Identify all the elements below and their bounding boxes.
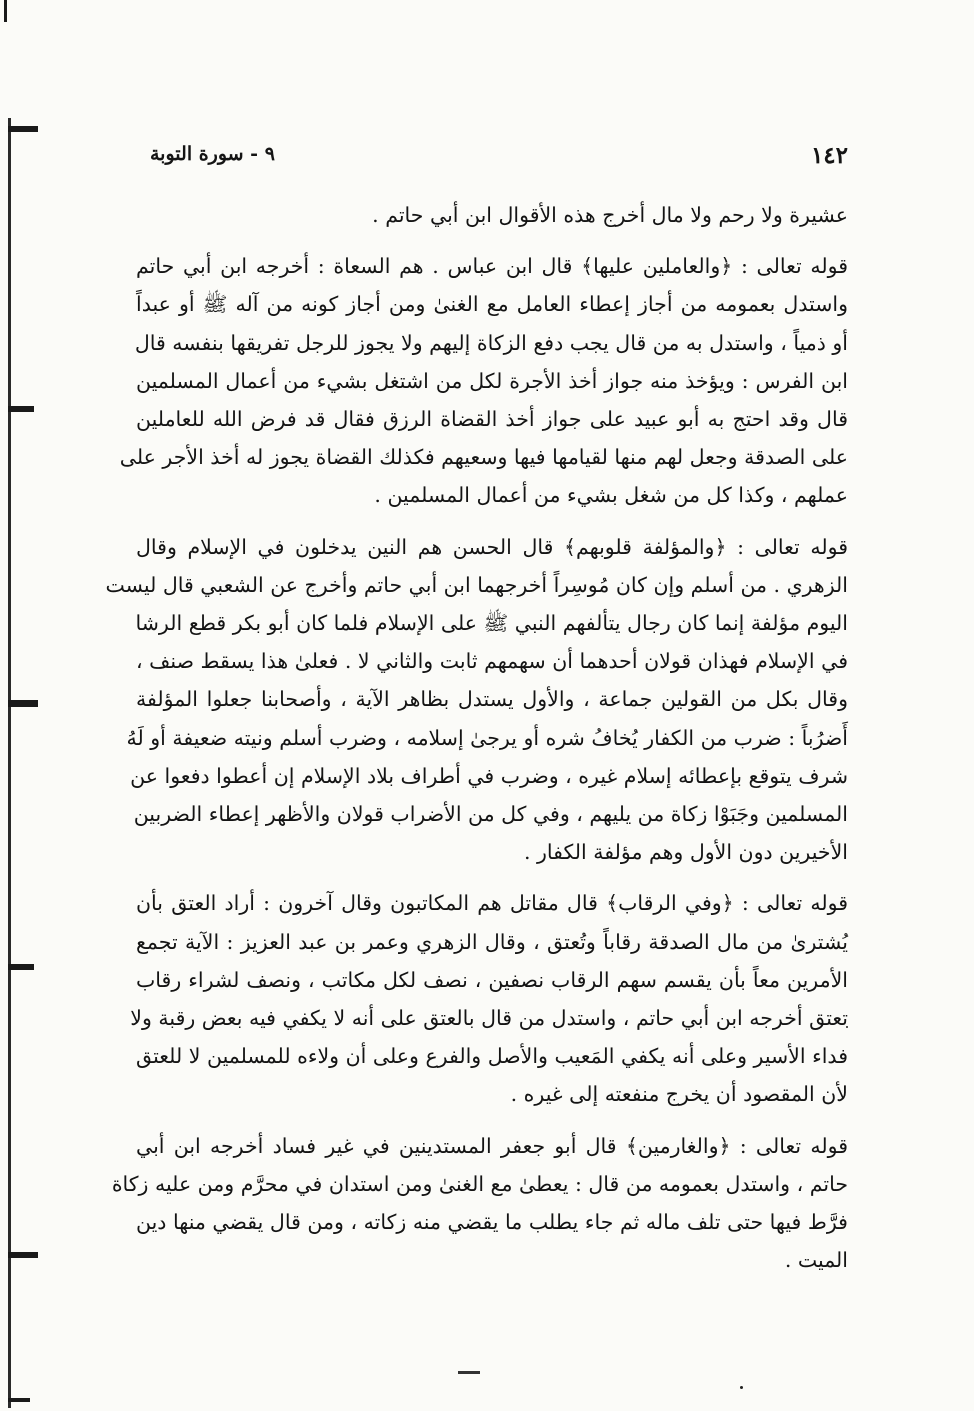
text-line: قوله تعالى : ﴿والعاملين عليها﴾ قال ابن عباس . هم السعاة : أخرجه ابن أبي حاتم: [136, 254, 848, 279]
paragraph: [119, 247, 848, 514]
scan-edge-mark: [4, 0, 7, 22]
scan-edge-mark: [8, 964, 34, 970]
text-line: واستدل بعمومه من أجاز إعطاء العامل مع الغنىٰ ومن أجاز كونه من آله ﷺ أو عبداً: [136, 292, 848, 317]
footer-dash: [458, 1371, 480, 1374]
text-line: ابن الفرس : ويؤخذ منه جواز أخذ الأجرة لكل من اشتغل بشيء من أعمال المسلمين: [136, 368, 848, 393]
text-line: تعتق أخرجه ابن أبي حاتم ، واستدل من قال بالعتق على أنه لا يكفي فيه بعض رقبة ولا: [130, 1006, 848, 1031]
book-page: [105, 138, 848, 1288]
text-line: الميت .: [784, 1248, 848, 1273]
scan-edge-mark: [8, 118, 11, 1408]
scan-edge-mark: [8, 1398, 30, 1402]
text-line: فداء الأسير وعلى أنه يكفي المَعيب والأصل والفرع وعلى أن ولاءه للمسلمين لا للعتق: [136, 1044, 848, 1069]
paragraph: [105, 528, 848, 872]
paragraph: [136, 196, 848, 234]
page-header: [136, 138, 848, 178]
page-body: [105, 196, 848, 1292]
text-line: اليوم مؤلفة إنما كان رجال يتألفهم النبي ﷺ على الإسلام فلما كان أبو بكر قطع الرشا: [135, 611, 848, 636]
text-line: لأن المقصود أن يخرج منفعته إلى غيره .: [510, 1082, 848, 1107]
scan-edge-mark: [8, 1252, 38, 1258]
text-line: يُشترىٰ من مال الصدقة رقاباً وتُعتق ، وقال الزهري وعمر بن عبد العزيز : الآية تجمع: [136, 929, 848, 954]
text-line: وقال بكل من القولين جماعة ، والأول يستدل بظاهر الآية ، وأصحابنا جعلوا المؤلفة: [136, 687, 848, 712]
scan-edge-mark: [8, 700, 38, 707]
text-line: حاتم ، واستدل بعمومه من قال : يعطىٰ مع الغنىٰ ومن استدان في محرَّم ومن عليه زكاة: [111, 1171, 848, 1196]
paragraph: [111, 1127, 848, 1280]
text-line: الزهري . من أسلم وإن كان مُوسِراً أخرجهما ابن أبي حاتم وأخرج عن الشعبي قال ليست: [105, 572, 848, 597]
text-line: في الإسلام فهذان قولان أحدهما أن سهمهم ثابت والثاني لا . فعلىٰ هذا يسقط صنف ،: [136, 649, 848, 674]
scan-edge-mark: [8, 126, 38, 132]
text-line: قوله تعالى : ﴿والغارمين﴾ قال أبو جعفر المستدينين في غير فساد أخرجه ابن أبي: [136, 1133, 848, 1158]
text-line: قوله تعالى : ﴿وفي الرقاب﴾ قال مقاتل هم المكاتبون وقال آخرون : أراد العتق بأن: [136, 891, 848, 916]
text-line: فرَّط فيها حتى تلف ماله ثم جاء يطلب ما يقضي منه زكاته ، ومن قال يقضي منها دين: [136, 1210, 848, 1235]
text-line: قال وقد احتج به أبو عبيد على جواز أخذ القضاة الرزق فقال قد فرض الله للعاملين: [136, 407, 848, 432]
text-line: الأخيرين دون الأول وهم مؤلفة الكفار .: [523, 840, 848, 865]
running-title: ٩ - سورة التوبة: [150, 143, 275, 165]
text-line: الأمرين معاً بأن يقسم سهم الرقاب نصفين ، نصف لكل مكاتب ، ونصف لشراء رقاب: [136, 967, 848, 992]
text-line: المسلمين وجَبَوْا زكاة من يليهم ، وفي كل من الأضراب قولان والأظهر إعطاء الضربين: [133, 802, 848, 827]
scan-speck: [740, 1386, 743, 1389]
text-line: شرف يتوقع بإعطائه إسلام غيره ، وضرب في أطراف بلاد الإسلام إن أعطوا دفعوا عن: [130, 763, 848, 788]
scan-edge-mark: [8, 406, 34, 412]
text-line: أَضرُباً : ضرب من الكفار يُخافُ شره أو يرجىٰ إسلامه ، وضرب أسلم ونيته ضعيفة أو لَهُ: [126, 725, 848, 750]
text-line: على الصدقة وجعل لهم منها لقيامها فيها وسعيهم فكذلك القضاة يجوز له أخذ الأجر على: [119, 445, 848, 470]
text-line: عملهم ، وكذا كل من شغل بشيء من أعمال المسلمين .: [374, 483, 848, 508]
text-line: قوله تعالى : ﴿والمؤلفة قلوبهم﴾ قال الحسن هم النين يدخلون في الإسلام وقال: [136, 534, 848, 559]
page-number: ١٤٢: [810, 142, 848, 169]
paragraph: [130, 884, 848, 1113]
text-line: أو ذمياً ، واستدل به من قال يجب دفع الزكاة إليهم ولا يجوز للرجل تفريقها بنفسه قال: [134, 330, 848, 355]
text-line: عشيرة ولا رحم ولا مال أخرج هذه الأقوال ابن أبي حاتم .: [372, 203, 848, 227]
